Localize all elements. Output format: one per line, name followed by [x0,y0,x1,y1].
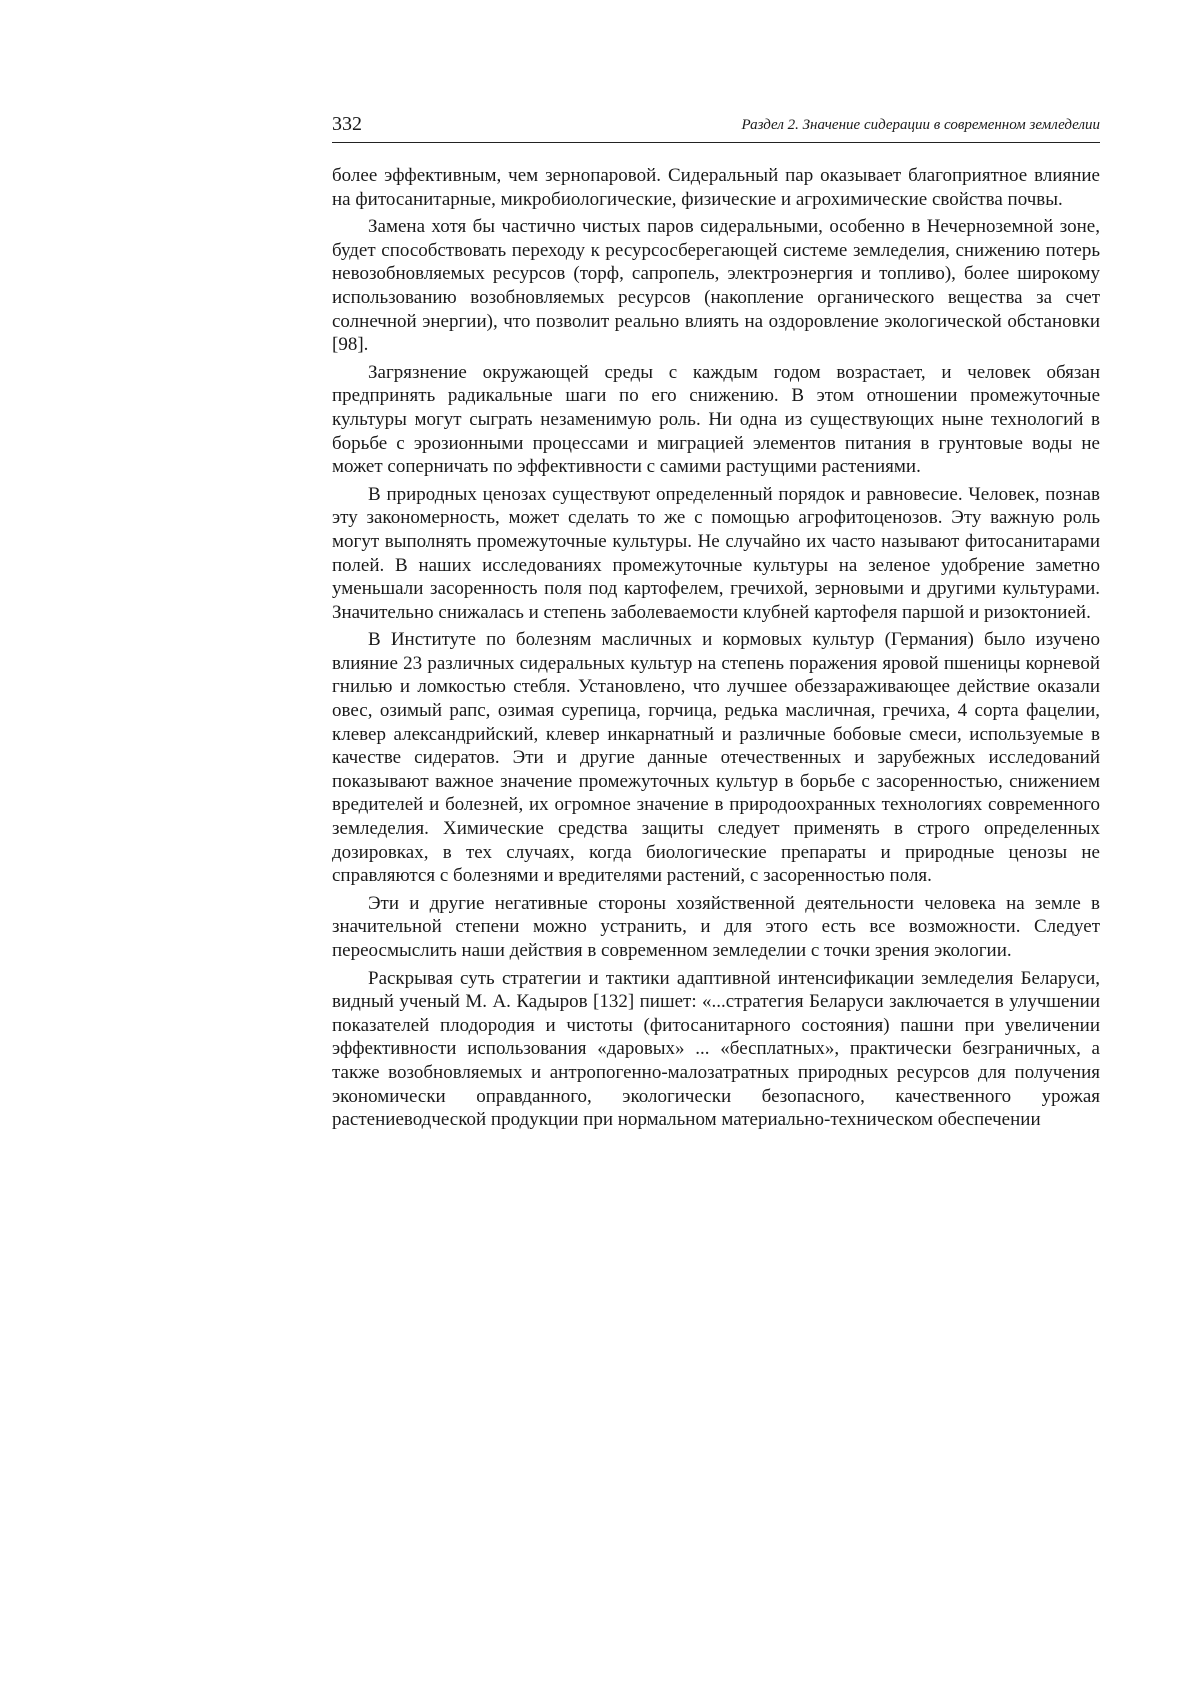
paragraph-3: Загрязнение окружающей среды с каждым годом возрастает, и человек обязан предпринять радикальные шаги по его снижению. В этом отношении промежуточные культуры могут сыграть незаменимую роль. Ни одна из существующих ныне технологий в борьбе с эрозионными процессами и миграцией элементов питания в грунтовые воды не может соперничать по эффективности с самими растущими растениями. [332,361,1100,479]
running-title: Раздел 2. Значение сидерации в современном земледелии [742,114,1100,136]
paragraph-2: Замена хотя бы частично чистых паров сидеральными, особенно в Нечерноземной зоне, будет способствовать переходу к ресурсосберегающей системе земледелия, снижению потерь невозобновляемых ресурсов (торф, сапропель, электроэнергия и топливо), более широкому использованию возобновляемых ресурсов (накопление органического вещества за счет солнечной энергии), что позволит реально влиять на оздоровление экологической обстановки [98]. [332,215,1100,357]
paragraph-1: более эффективным, чем зернопаровой. Сидеральный пар оказывает благоприятное влияние на фитосанитарные, микробиологические, физические и агрохимические свойства почвы. [332,164,1100,211]
body-text [332,164,1100,1136]
paragraph-7: Раскрывая суть стратегии и тактики адаптивной интенсификации земледелия Беларуси, видный ученый М. А. Кадыров [132] пишет: «...стратегия Беларуси заключается в улучшении показателей плодородия и чистоты (фитосанитарного состояния) пашни при увеличении эффективности использования «даровых» ... «бесплатных», практически безграничных, а также возобновляемых и антропогенно-малозатратных природных ресурсов для получения экономически оправданного, экологически безопасного, качественного урожая растениеводческой продукции при нормальном материально-техническом обеспечении [332,967,1100,1132]
page-header [332,112,1100,143]
paragraph-5: В Институте по болезням масличных и кормовых культур (Германия) было изучено влияние 23 различных сидеральных культур на степень поражения яровой пшеницы корневой гнилью и ломкостью стебля. Установлено, что лучшее обеззараживающее действие оказали овес, озимый рапс, озимая сурепица, горчица, редька масличная, гречиха, 4 сорта фацелии, клевер александрийский, клевер инкарнатный и различные бобовые смеси, используемые в качестве сидератов. Эти и другие данные отечественных и зарубежных исследований показывают важное значение промежуточных культур в борьбе с засоренностью, снижением вредителей и болезней, их огромное значение в природоохранных технологиях современного земледелия. Химические средства защиты следует применять в строго определенных дозировках, в тех случаях, когда биологические препараты и природные ценозы не справляются с болезнями и вредителями растений, с засоренностью поля. [332,628,1100,888]
page-number: 332 [332,112,362,136]
paragraph-6: Эти и другие негативные стороны хозяйственной деятельности человека на земле в значительной степени можно устранить, и для этого есть все возможности. Следует переосмыслить наши действия в современном земледелии с точки зрения экологии. [332,892,1100,963]
paragraph-4: В природных ценозах существуют определенный порядок и равновесие. Человек, познав эту закономерность, может сделать то же с помощью агрофитоценозов. Эту важную роль могут выполнять промежуточные культуры. Не случайно их часто называют фитосанитарами полей. В наших исследованиях промежуточные культуры на зеленое удобрение заметно уменьшали засоренность поля под картофелем, гречихой, зерновыми и другими культурами. Значительно снижалась и степень заболеваемости клубней картофеля паршой и ризоктонией. [332,483,1100,625]
